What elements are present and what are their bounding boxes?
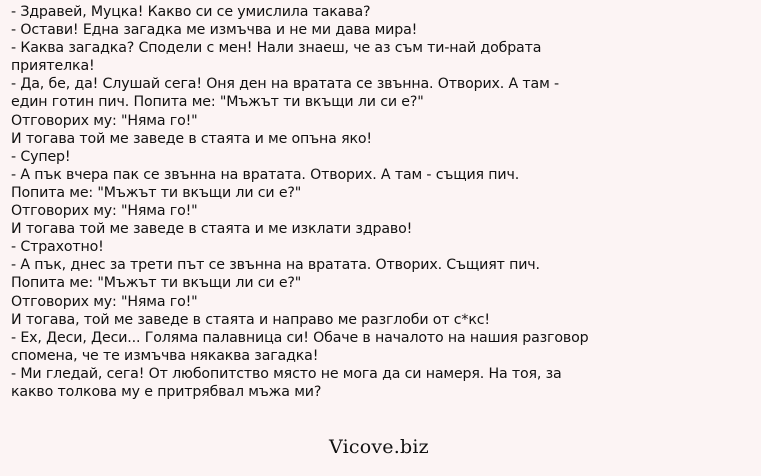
joke-line: - Супер! [11,148,71,165]
joke-line: - Страхотно! [11,239,104,256]
joke-line: един готин пич. Попита ме: "Мъжът ти вкъщи ли си е?" [11,94,424,111]
joke-line: Отговорих му: "Няма го!" [11,203,198,220]
joke-line: Отговорих му: "Няма го!" [11,293,198,310]
joke-line: - А пък вчера пак се звънна на вратата. Отворих. А там - същия пич. [11,166,520,183]
joke-line: - Ми гледай, сега! От любопитство място не мога да си намеря. На тоя, за [11,365,562,382]
joke-line: Отговорих му: "Няма го!" [11,112,198,129]
joke-text [11,3,751,401]
joke-line: И тогава, той ме заведе в стаята и направо ме разглоби от с*кс! [11,311,490,328]
joke-line: - Здравей, Муцка! Какво си се умислила такава? [11,4,371,20]
joke-line: И тогава той ме заведе в стаята и ме изклати здраво! [11,221,413,238]
joke-line: - А пък, днес за трети път се звънна на вратата. Отворих. Същият пич. [11,257,540,274]
joke-line: - Ех, Деси, Деси... Голяма палавница си! Обаче в началото на нашия разговор [11,329,589,346]
joke-line: какво толкова му е притрябвал мъжа ми? [11,383,322,400]
joke-line: приятелка! [11,58,95,75]
joke-line: - Да, бе, да! Слушай сега! Оня ден на вратата се звънна. Отворих. А там - [11,76,559,93]
joke-line: - Остави! Една загадка ме измъчва и не ми дава мира! [11,22,418,39]
joke-line: - Каква загадка? Сподели с мен! Нали знаеш, че аз съм ти-най добрата [11,40,542,57]
joke-line: Попита ме: "Мъжът ти вкъщи ли си е?" [11,275,302,292]
joke-line: И тогава той ме заведе в стаята и ме опъна яко! [11,130,372,147]
joke-line: спомена, че те измъчва някаква загадка! [11,347,319,364]
joke-line: Попита ме: "Мъжът ти вкъщи ли си е?" [11,184,302,201]
watermark: Vicove.biz [329,436,429,458]
